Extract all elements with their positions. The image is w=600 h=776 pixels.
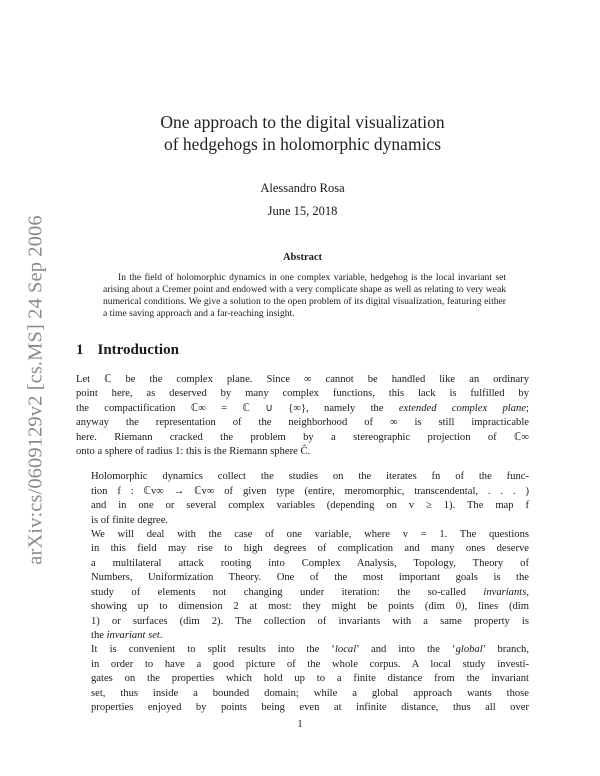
text-run: It is convenient to split results into the ‘ [91,644,335,656]
arxiv-identifier-stamp: arXiv:cs/0609129v2 [cs.MS] 24 Sep 2006 [24,215,47,565]
text-line: tion f : ℂv∞ → ℂv∞ of given type (entire, meromorphic, transcendental, . . . ) [91,485,529,497]
text-line: showing up to dimension 2 at most: they might be points (dim 0), lines (dim [91,601,529,613]
text-line: Numbers, Uniformization Theory. One of the most important goals is the [91,572,529,584]
section-number: 1 [76,342,84,358]
text-run: ; [526,402,529,414]
title-line-1: One approach to the digital visualization [160,112,445,132]
intro-paragraph-4 [76,643,529,715]
intro-paragraph-2 [76,470,529,528]
text-line [76,402,529,416]
text-line: onto a sphere of radius 1: this is the Riemann sphere Ĉ. [76,446,311,458]
paper-page [76,0,529,715]
text-line: 1) or surfaces (dim 2). The collection of invariants with a same property is [91,615,529,627]
text-run: study of elements not changing under iteration: the so-called [91,586,484,598]
title-line-2: of hedgehogs in holomorphic dynamics [163,134,442,154]
intro-paragraph-3 [76,528,529,643]
text-line: We will deal with the case of one variable, where v = 1. The questions [91,529,529,541]
text-run: ’ branch, [482,644,529,656]
text-line: Let ℂ be the complex plane. Since ∞ cannot be handled like an ordinary [76,374,529,385]
text-line [76,643,529,657]
emphasis-text: invariants [483,586,527,598]
emphasis-text: extended complex plane [398,402,527,414]
section-title: Introduction [97,342,179,358]
text-line: a multilateral attack rooting into Complex Analysis, Topology, Theory of [91,557,529,569]
text-line [76,629,529,643]
text-line: Holomorphic dynamics collect the studies on the iterates fn of the func- [91,471,529,483]
text-line: anyway the representation of the neighborhood of ∞ is still impracticable [76,417,529,429]
emphasis-text: invariant set [106,629,160,641]
emphasis-text: global [455,644,483,656]
paper-date: June 15, 2018 [267,204,338,218]
text-run: . [159,629,163,641]
text-line: gates on the properties which hold up to a finite distance from the invariant [91,673,529,685]
text-line: in order to have a good picture of the whole corpus. A local study investi- [91,658,529,670]
text-line: here. Riemann cracked the problem by a stereographic projection of ℂ∞ [76,431,529,443]
text-line: in this field may rise to high degrees of complication and many ones deserve [91,543,529,555]
text-line: properties enjoyed by points being even at infinite distance, thus all over [91,701,529,713]
author-name: Alessandro Rosa [260,181,345,195]
abstract-text: In the field of holomorphic dynamics in one complex variable, hedgehog is the local invariant set arising about a Cremer point and endowed with a very complicate shape as well as relating to very weak numerical conditions. We give a solution to the open problem of its digital visualization, featuring either a time saving approach and a far-reaching insight. [103,272,506,319]
text-line: point here, as deserved by many complex functions, this lack is fulfilled by [76,388,529,400]
text-line [76,586,529,600]
text-line: set, thus inside a bounded domain; while a global approach wants those [91,687,529,699]
text-run: the compactification ℂ∞ = ℂ ∪ {∞}, namely the [76,402,399,414]
page-number: 1 [297,719,303,730]
section-heading [76,342,529,359]
intro-paragraph-1 [76,373,529,459]
paper-title [76,111,529,155]
text-run: , [526,586,529,598]
abstract-heading: Abstract [282,252,323,263]
text-run: ’ and into the ‘ [356,644,456,656]
text-line: is of finite degree. [91,514,169,526]
text-run: the [91,629,107,641]
text-line: and in one or several complex variables (depending on v ≥ 1). The map f [91,500,529,512]
emphasis-text: local [334,644,357,656]
